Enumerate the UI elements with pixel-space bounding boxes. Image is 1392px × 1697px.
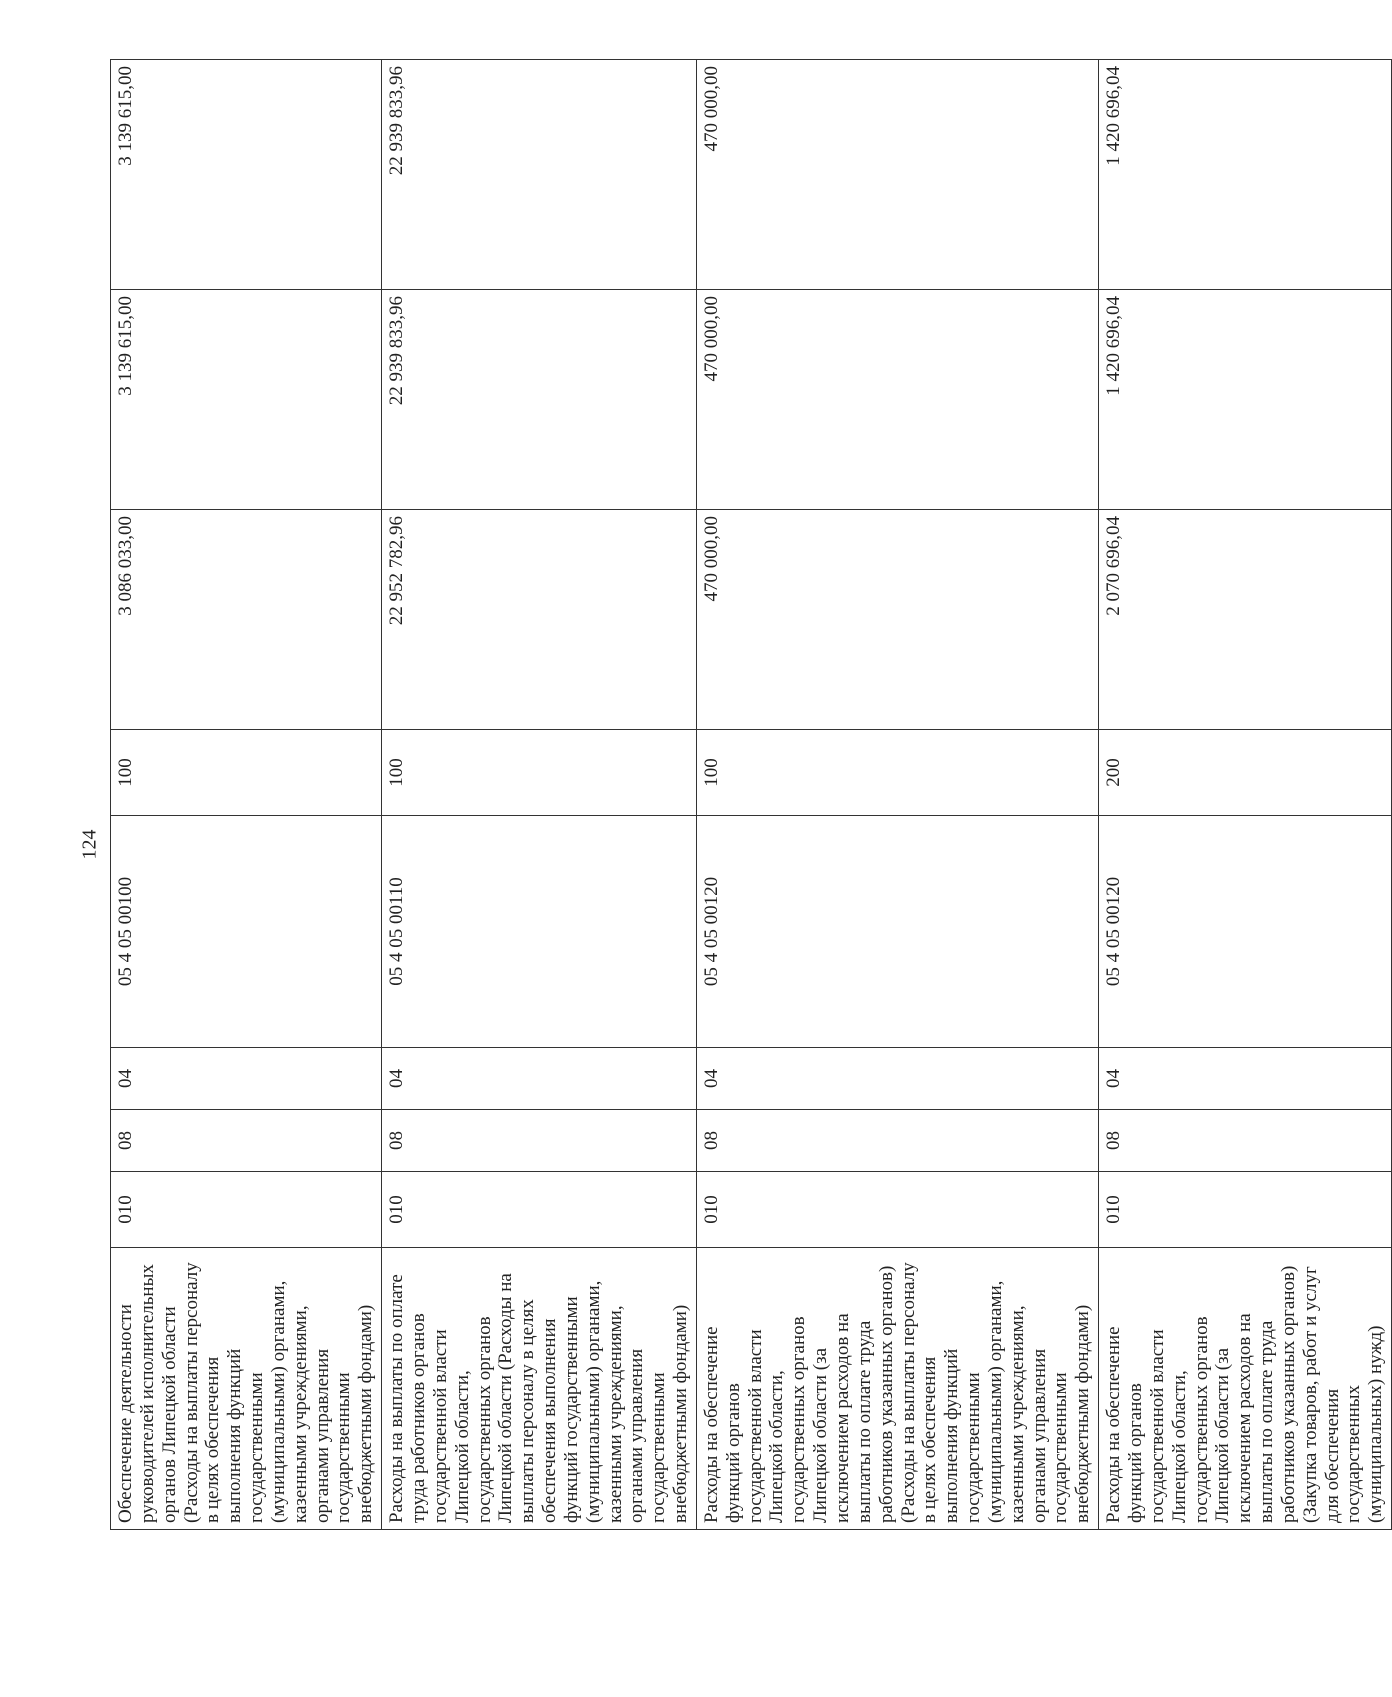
row-description: Расходы на обеспечение функций органов государственной власти Липецкой области, государственных органов Липецкой области (за исключением расходов на выплаты по оплате труда работников указанных органов) (Закупка товаров, работ и услуг для обеспечения государственных (муниципальных) нужд) — [1099, 1248, 1392, 1530]
code-ministry: 010 — [1099, 1172, 1392, 1248]
rotated-table-container — [110, 60, 1387, 1530]
amount-2: 22 939 833,96 — [382, 290, 697, 510]
table-row — [696, 60, 1098, 1530]
code-subsection: 04 — [111, 1048, 382, 1110]
amount-2: 3 139 615,00 — [111, 290, 382, 510]
code-ministry: 010 — [111, 1172, 382, 1248]
code-section: 08 — [696, 1110, 1098, 1172]
amount-3: 1 420 696,04 — [1099, 60, 1392, 290]
code-ministry: 010 — [696, 1172, 1098, 1248]
code-expense-type: 200 — [1099, 730, 1392, 816]
table-row — [1099, 60, 1392, 1530]
code-expense-type: 100 — [382, 730, 697, 816]
amount-2: 1 420 696,04 — [1099, 290, 1392, 510]
amount-3: 470 000,00 — [696, 60, 1098, 290]
code-target-article: 05 4 05 00120 — [1099, 816, 1392, 1048]
amount-3: 22 939 833,96 — [382, 60, 697, 290]
row-description: Расходы на обеспечение функций органов государственной власти Липецкой области, государственных органов Липецкой области (за исключением расходов на выплаты по оплате труда работников указанных органов) (Расходы на выплаты персоналу в целях обеспечения выполнения функций государственными (муниципальными) органами, казенными учреждениями, органами управления государственными внебюджетными фондами) — [696, 1248, 1098, 1530]
amount-2: 470 000,00 — [696, 290, 1098, 510]
budget-table — [110, 59, 1392, 1530]
table-row — [382, 60, 697, 1530]
amount-1: 22 952 782,96 — [382, 510, 697, 730]
code-expense-type: 100 — [696, 730, 1098, 816]
table-row — [111, 60, 382, 1530]
row-description: Расходы на выплаты по оплате труда работников органов государственной власти Липецкой области, государственных органов Липецкой области (Расходы на выплаты персоналу в целях обеспечения выполнения функций государственными (муниципальными) органами, казенными учреждениями, органами управления государственными внебюджетными фондами) — [382, 1248, 697, 1530]
amount-3: 3 139 615,00 — [111, 60, 382, 290]
code-section: 08 — [111, 1110, 382, 1172]
code-subsection: 04 — [382, 1048, 697, 1110]
code-ministry: 010 — [382, 1172, 697, 1248]
amount-1: 3 086 033,00 — [111, 510, 382, 730]
code-subsection: 04 — [1099, 1048, 1392, 1110]
table-wrapper — [110, 60, 1387, 1530]
page-number: 124 — [78, 829, 101, 860]
code-expense-type: 100 — [111, 730, 382, 816]
row-description: Обеспечение деятельности руководителей исполнительных органов Липецкой области (Расходы на выплаты персоналу в целях обеспечения выполнения функций государственными (муниципальными) органами, казенными учреждениями, органами управления государственными внебюджетными фондами) — [111, 1248, 382, 1530]
code-section: 08 — [382, 1110, 697, 1172]
amount-1: 470 000,00 — [696, 510, 1098, 730]
code-section: 08 — [1099, 1110, 1392, 1172]
code-target-article: 05 4 05 00120 — [696, 816, 1098, 1048]
code-target-article: 05 4 05 00100 — [111, 816, 382, 1048]
code-target-article: 05 4 05 00110 — [382, 816, 697, 1048]
code-subsection: 04 — [696, 1048, 1098, 1110]
amount-1: 2 070 696,04 — [1099, 510, 1392, 730]
